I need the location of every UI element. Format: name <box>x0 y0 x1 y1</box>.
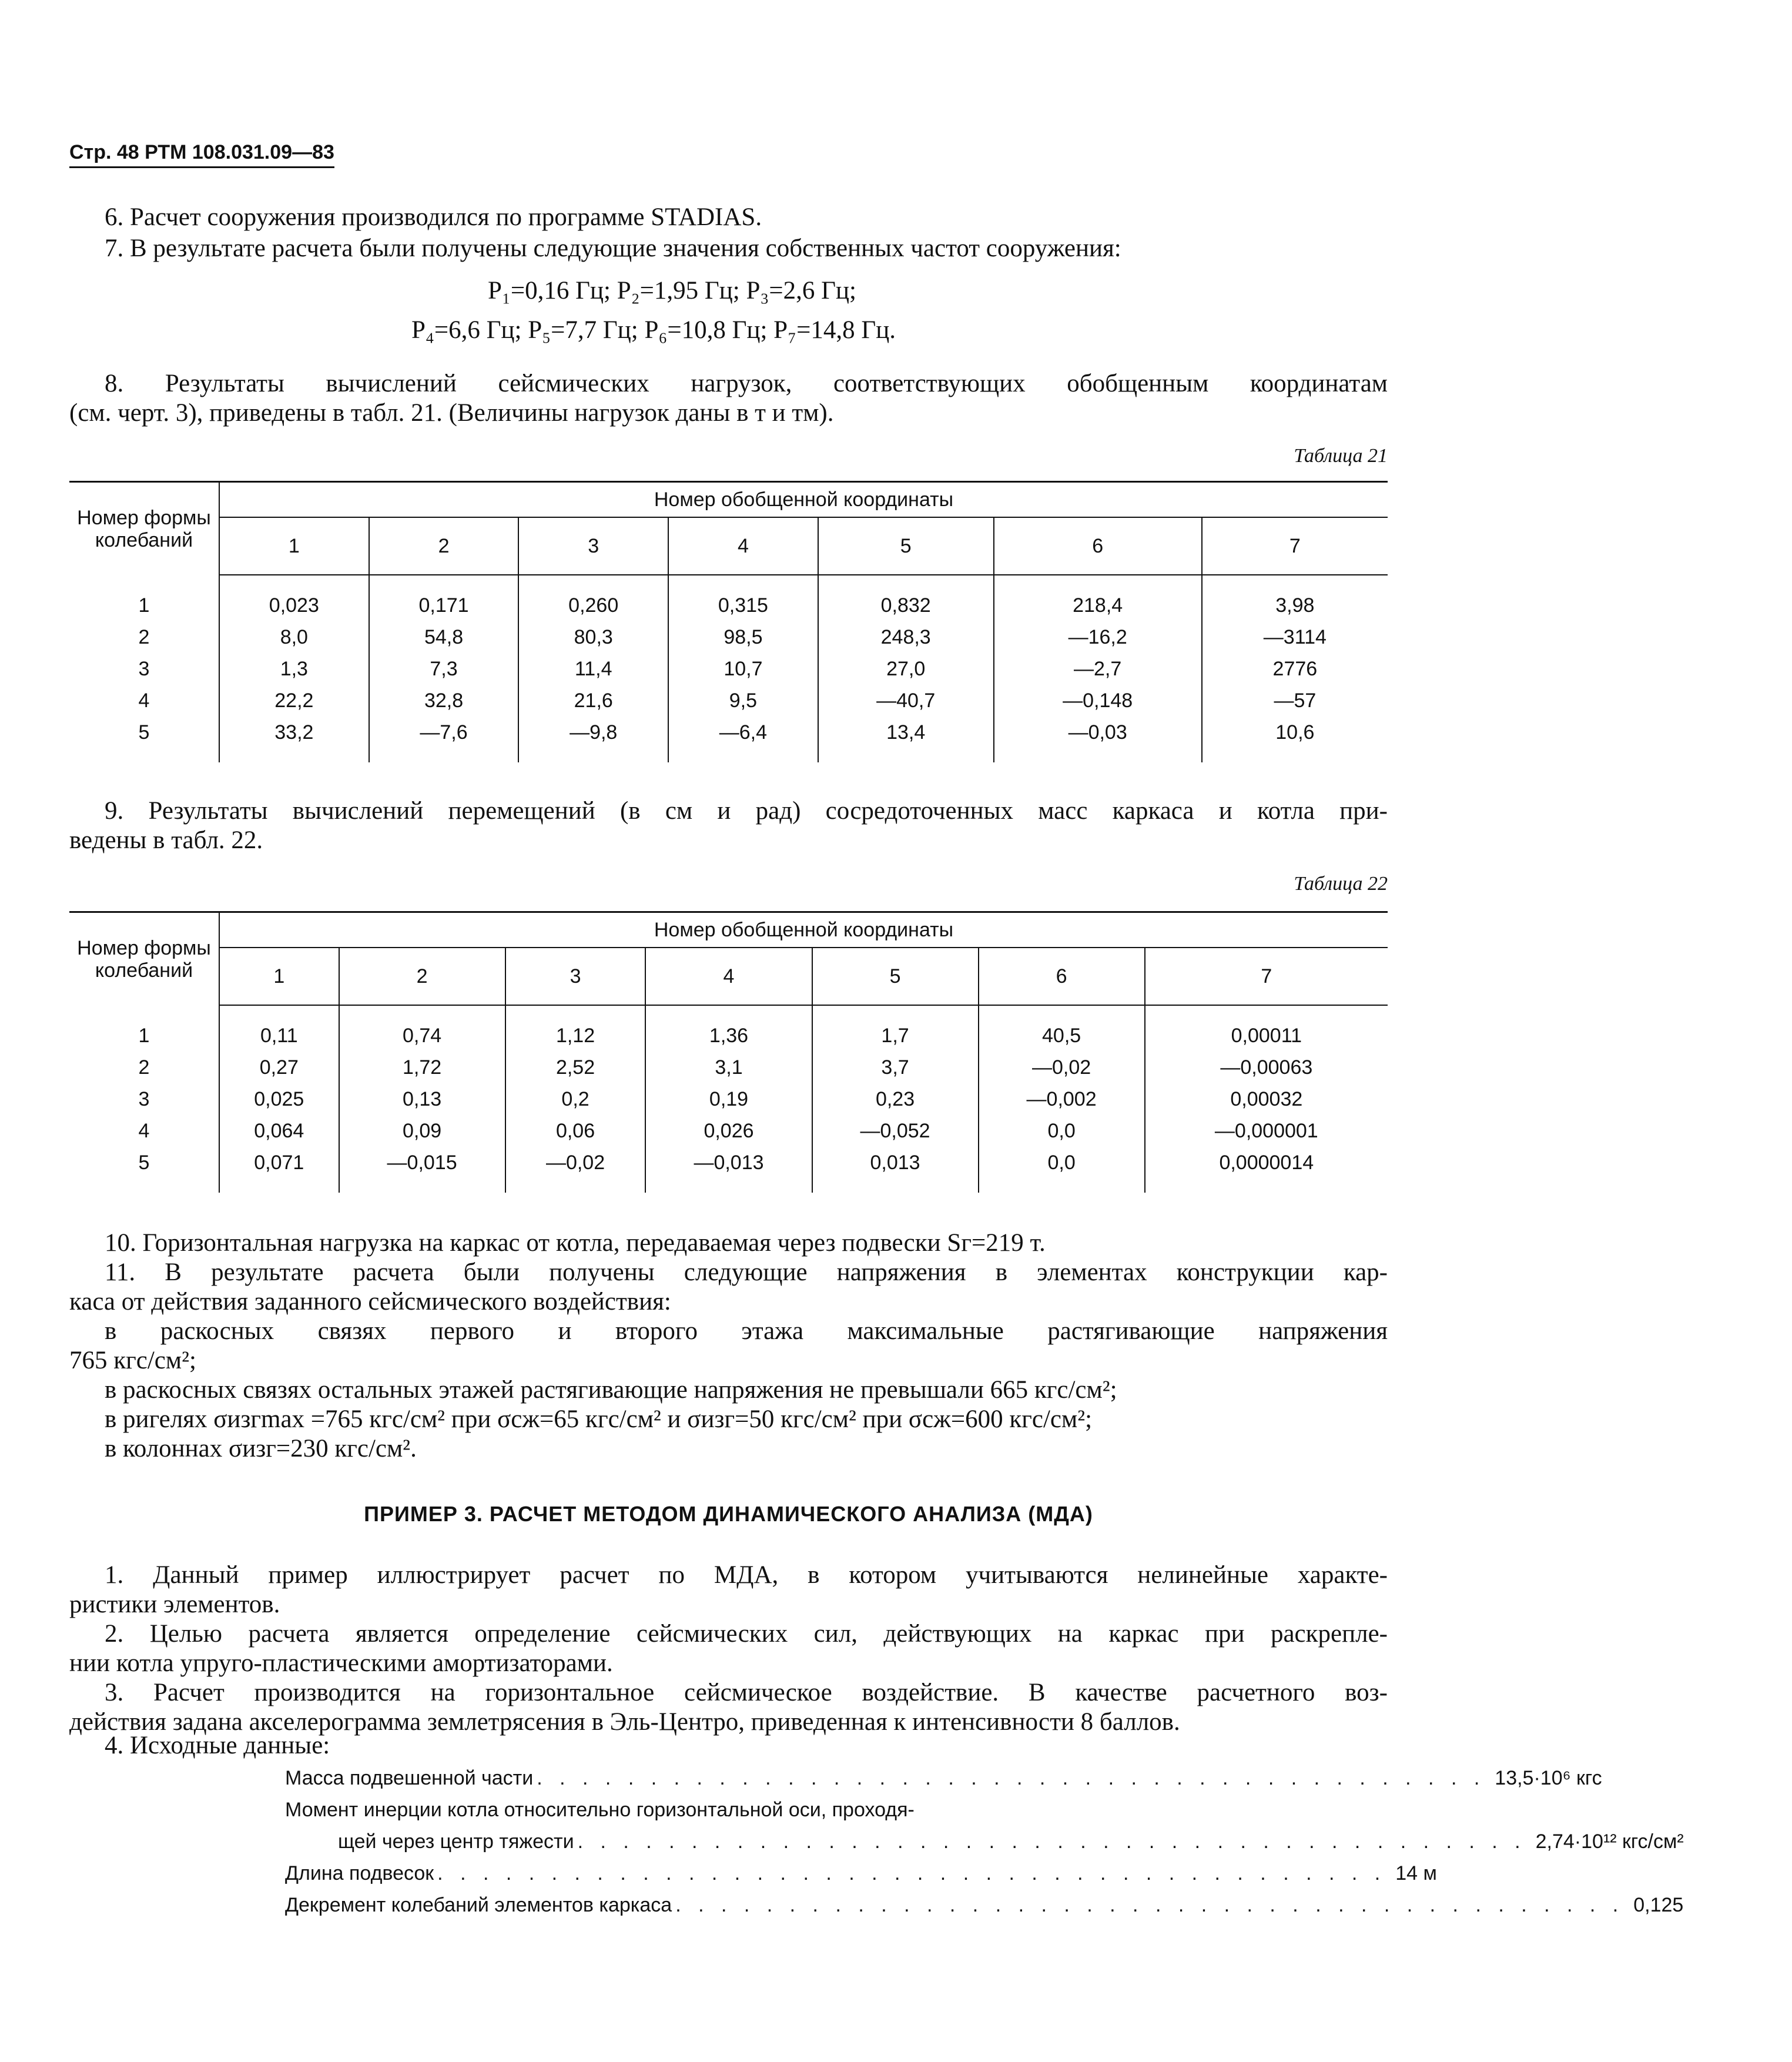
value-cell: 0,13 <box>339 1083 505 1115</box>
column-header: 7 <box>1145 948 1388 1005</box>
value-cell: 0,0 <box>979 1115 1145 1147</box>
value-cell: 0,06 <box>505 1115 646 1147</box>
paragraph-9-line-2: ведены в табл. 22. <box>69 826 263 854</box>
input-data-row <box>285 1762 1602 1794</box>
value-cell: 1,72 <box>339 1052 505 1083</box>
mda-paragraph-2-line-2: нии котла упруго-пластическими амортизаторами. <box>69 1649 613 1677</box>
value-cell: —0,000001 <box>1145 1115 1388 1147</box>
paragraph-11-line-1: 11. В результате расчета были получены следующие напряжения в элементах конструкции кар- <box>105 1258 1388 1286</box>
column-header: 2 <box>339 948 505 1005</box>
input-data-label: Длина подвесок <box>285 1862 434 1884</box>
value-cell: 32,8 <box>369 685 519 717</box>
input-data-value: 13,5·10⁶ кгс <box>1495 1766 1602 1789</box>
frequencies-line-1: P₁=0,16 Гц; P₂=1,95 Гц; P₃=2,6 Гц; <box>488 277 856 304</box>
row-header: Номер формы колебаний <box>69 912 219 1006</box>
column-header: 3 <box>505 948 646 1005</box>
value-cell: 0,00011 <box>1145 1020 1388 1052</box>
value-cell: —0,00063 <box>1145 1052 1388 1083</box>
group-header: Номер обобщенной координаты <box>219 912 1388 948</box>
value-cell: 2,52 <box>505 1052 646 1083</box>
value-cell: 27,0 <box>818 653 994 685</box>
frequencies-line-2: P₄=6,6 Гц; P₅=7,7 Гц; P₆=10,8 Гц; P₇=14,8 Гц. <box>411 316 896 344</box>
input-data-row <box>285 1889 1684 1921</box>
column-header: 4 <box>645 948 812 1005</box>
page-header: Стр. 48 РТМ 108.031.09—83 <box>69 141 334 168</box>
mda-paragraph-2-line-1: 2. Целью расчета является определение сейсмических сил, действующих на каркас при раскрепле- <box>105 1620 1388 1648</box>
paragraph-11-line-7: в колоннах σизг=230 кгс/см². <box>105 1435 417 1462</box>
row-number-cell: 2 <box>138 1056 150 1079</box>
row-number-cell: 4 <box>138 1119 150 1142</box>
table-row <box>69 1115 1388 1147</box>
value-cell: —0,002 <box>979 1083 1145 1115</box>
row-number-cell: 5 <box>138 721 150 744</box>
mda-paragraph-1-line-2: ристики элементов. <box>69 1591 280 1618</box>
table-row <box>69 1052 1388 1083</box>
input-data-label: Масса подвешенной части <box>285 1766 534 1789</box>
paragraph-11-line-6: в ригелях σизгmax =765 кгс/см² при σсж=65 кгс/см² и σизг=50 кгс/см² при σсж=600 кгс/см²; <box>105 1405 1093 1433</box>
row-number-cell: 4 <box>138 689 150 712</box>
table-21-caption: Таблица 21 <box>1294 445 1388 467</box>
paragraph-7: 7. В результате расчета были получены следующие значения собственных частот сооружения: <box>105 235 1121 262</box>
value-cell: 0,0 <box>979 1147 1145 1179</box>
value-cell: 1,12 <box>505 1020 646 1052</box>
value-cell: —3114 <box>1202 621 1388 653</box>
input-data-value: 14 м <box>1395 1862 1437 1884</box>
leader-dots: . . . . . . . . . . . . . . . . . . . . . . . . . . . . . . . . . . . . . . . . . . <box>675 1893 1624 1916</box>
value-cell: 0,315 <box>668 590 818 621</box>
mda-paragraph-3-line-2: действия задана акселерограмма землетрясения в Эль-Центро, приведенная к интенсивности 8 баллов. <box>69 1708 1180 1736</box>
input-data-row <box>285 1857 1437 1889</box>
value-cell: —7,6 <box>369 717 519 748</box>
value-cell: —9,8 <box>518 717 668 748</box>
input-data-row <box>285 1826 1684 1857</box>
value-cell: —0,02 <box>505 1147 646 1179</box>
value-cell: 3,1 <box>645 1052 812 1083</box>
value-cell: 22,2 <box>219 685 369 717</box>
value-cell: 0,23 <box>812 1083 979 1115</box>
column-header: 1 <box>219 517 369 575</box>
paragraph-8-line-2: (см. черт. 3), приведены в табл. 21. (Величины нагрузок даны в т и тм). <box>69 399 834 427</box>
value-cell: —0,052 <box>812 1115 979 1147</box>
value-cell: 0,071 <box>219 1147 339 1179</box>
input-data-label: щей через центр тяжести <box>338 1830 574 1853</box>
column-header: 5 <box>818 517 994 575</box>
value-cell: —0,015 <box>339 1147 505 1179</box>
value-cell: 3,7 <box>812 1052 979 1083</box>
input-data-value: 0,125 <box>1633 1893 1684 1916</box>
column-headers <box>69 948 1388 1005</box>
paragraph-11-line-3: в раскосных связях первого и второго этажа максимальные растягивающие напряжения <box>105 1317 1388 1345</box>
value-cell: 0,09 <box>339 1115 505 1147</box>
value-cell: 10,6 <box>1202 717 1388 748</box>
paragraph-6: 6. Расчет сооружения производился по программе STADIAS. <box>105 203 762 231</box>
table-row <box>69 1147 1388 1179</box>
input-data-row <box>285 1794 1202 1826</box>
row-number-cell: 1 <box>138 1024 150 1047</box>
paragraph-11-line-4: 765 кгс/см²; <box>69 1347 196 1374</box>
paragraph-9-line-1: 9. Результаты вычислений перемещений (в см и рад) сосредоточенных масс каркаса и котла при- <box>105 797 1388 825</box>
value-cell: 0,023 <box>219 590 369 621</box>
table-22-caption: Таблица 22 <box>1294 873 1388 895</box>
value-cell: 1,3 <box>219 653 369 685</box>
value-cell: 0,064 <box>219 1115 339 1147</box>
input-data-list <box>285 1762 1684 1921</box>
column-header: 7 <box>1202 517 1388 575</box>
value-cell: —0,03 <box>994 717 1202 748</box>
value-cell: 0,832 <box>818 590 994 621</box>
value-cell: 0,171 <box>369 590 519 621</box>
value-cell: 218,4 <box>994 590 1202 621</box>
value-cell: —0,02 <box>979 1052 1145 1083</box>
column-header: 2 <box>369 517 519 575</box>
value-cell: 1,7 <box>812 1020 979 1052</box>
value-cell: 80,3 <box>518 621 668 653</box>
value-cell: 0,026 <box>645 1115 812 1147</box>
leader-dots: . . . . . . . . . . . . . . . . . . . . . . . . . . . . . . . . . . . . . . . . . . <box>537 1766 1486 1789</box>
mda-paragraph-1-line-1: 1. Данный пример иллюстрирует расчет по МДА, в котором учитываются нелинейные характе- <box>105 1561 1388 1589</box>
row-number-cell: 5 <box>138 1151 150 1174</box>
value-cell: 98,5 <box>668 621 818 653</box>
value-cell: 54,8 <box>369 621 519 653</box>
value-cell: 10,7 <box>668 653 818 685</box>
column-header: 5 <box>812 948 979 1005</box>
table-row <box>69 1020 1388 1052</box>
row-number-cell: 3 <box>138 657 150 680</box>
column-header: 4 <box>668 517 818 575</box>
value-cell: —0,013 <box>645 1147 812 1179</box>
value-cell: 0,025 <box>219 1083 339 1115</box>
table-row <box>69 717 1388 748</box>
value-cell: 9,5 <box>668 685 818 717</box>
column-header: 3 <box>518 517 668 575</box>
value-cell: 2776 <box>1202 653 1388 685</box>
table-21 <box>69 481 1388 762</box>
table-row <box>69 653 1388 685</box>
value-cell: 33,2 <box>219 717 369 748</box>
value-cell: 11,4 <box>518 653 668 685</box>
value-cell: 0,11 <box>219 1020 339 1052</box>
value-cell: 3,98 <box>1202 590 1388 621</box>
column-header: 6 <box>994 517 1202 575</box>
row-number-cell: 1 <box>138 594 150 617</box>
paragraph-11-line-5: в раскосных связях остальных этажей растягивающие напряжения не превышали 665 кгс/см²; <box>105 1376 1117 1404</box>
input-data-value: 2,74·10¹² кгс/см² <box>1535 1830 1684 1853</box>
table-row <box>69 1083 1388 1115</box>
value-cell: 0,27 <box>219 1052 339 1083</box>
input-data-label: Момент инерции котла относительно горизонтальной оси, проходя- <box>285 1798 915 1821</box>
group-header: Номер обобщенной координаты <box>219 482 1388 518</box>
value-cell: 8,0 <box>219 621 369 653</box>
section-title: ПРИМЕР 3. РАСЧЕТ МЕТОДОМ ДИНАМИЧЕСКОГО АНАЛИЗА (МДА) <box>364 1502 1093 1526</box>
value-cell: —16,2 <box>994 621 1202 653</box>
value-cell: 40,5 <box>979 1020 1145 1052</box>
value-cell: —2,7 <box>994 653 1202 685</box>
table-row <box>69 590 1388 621</box>
value-cell: —57 <box>1202 685 1388 717</box>
paragraph-11-line-2: каса от действия заданного сейсмического воздействия: <box>69 1288 671 1315</box>
value-cell: —6,4 <box>668 717 818 748</box>
mda-paragraph-3-line-1: 3. Расчет производится на горизонтальное сейсмическое воздействие. В качестве расчетного воз- <box>105 1679 1388 1706</box>
paragraph-8-line-1: 8. Результаты вычислений сейсмических нагрузок, соответствующих обобщенным координатам <box>105 370 1388 397</box>
value-cell: —40,7 <box>818 685 994 717</box>
value-cell: 0,013 <box>812 1147 979 1179</box>
value-cell: 1,36 <box>645 1020 812 1052</box>
value-cell: 21,6 <box>518 685 668 717</box>
value-cell: 248,3 <box>818 621 994 653</box>
leader-dots: . . . . . . . . . . . . . . . . . . . . . . . . . . . . . . . . . . . . . . . . . . <box>577 1830 1526 1853</box>
value-cell: 0,2 <box>505 1083 646 1115</box>
column-headers <box>69 517 1388 575</box>
paragraph-10: 10. Горизонтальная нагрузка на каркас от котла, передаваемая через подвески Sг=219 т. <box>105 1229 1046 1257</box>
leader-dots: . . . . . . . . . . . . . . . . . . . . . . . . . . . . . . . . . . . . . . . . . . <box>437 1862 1386 1884</box>
mda-paragraph-4: 4. Исходные данные: <box>105 1732 330 1759</box>
value-cell: 7,3 <box>369 653 519 685</box>
input-data-label: Декремент колебаний элементов каркаса <box>285 1893 672 1916</box>
column-header: 6 <box>979 948 1145 1005</box>
value-cell: 0,00032 <box>1145 1083 1388 1115</box>
value-cell: 0,74 <box>339 1020 505 1052</box>
value-cell: 0,260 <box>518 590 668 621</box>
table-row <box>69 685 1388 717</box>
row-header: Номер формы колебаний <box>69 482 219 575</box>
value-cell: 13,4 <box>818 717 994 748</box>
value-cell: 0,19 <box>645 1083 812 1115</box>
row-number-cell: 2 <box>138 625 150 648</box>
table-row <box>69 621 1388 653</box>
column-header: 1 <box>219 948 339 1005</box>
value-cell: —0,148 <box>994 685 1202 717</box>
value-cell: 0,0000014 <box>1145 1147 1388 1179</box>
row-number-cell: 3 <box>138 1087 150 1110</box>
table-22 <box>69 911 1388 1193</box>
